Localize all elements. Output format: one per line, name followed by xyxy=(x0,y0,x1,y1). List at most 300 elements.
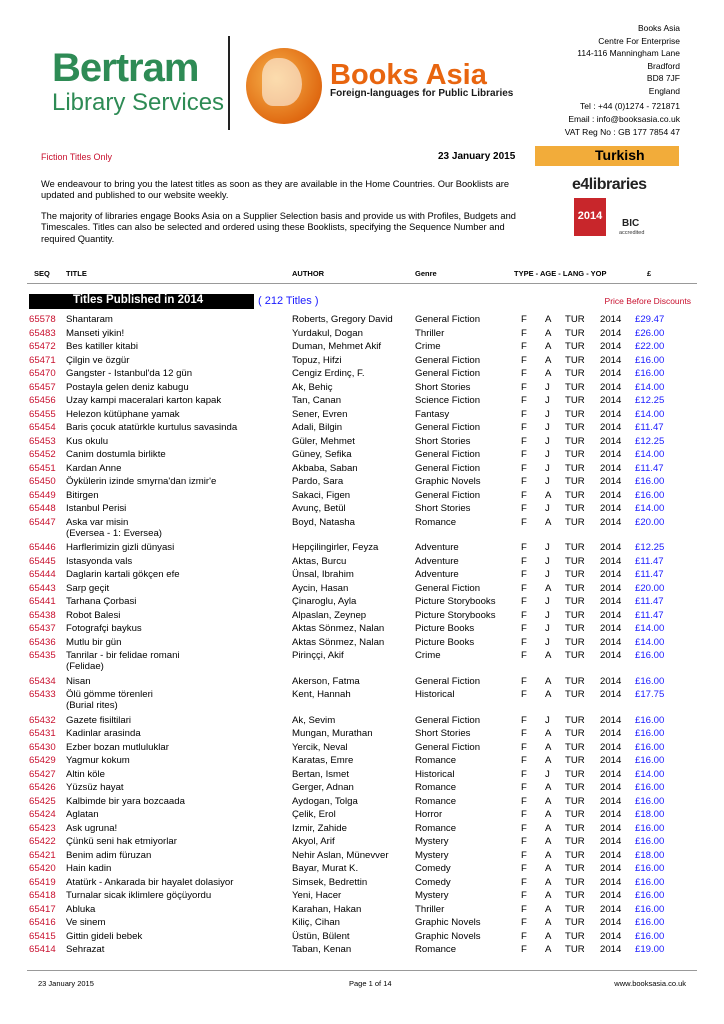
row-price: £29.47 xyxy=(635,314,665,325)
row-age: A xyxy=(545,327,552,339)
footer-date: 23 January 2015 xyxy=(38,979,94,988)
row-price: £16.00 xyxy=(635,876,665,888)
language-banner xyxy=(535,146,679,166)
row-language: TUR xyxy=(565,314,585,325)
row-year: 2014 xyxy=(600,422,622,433)
row-seq: 65423 xyxy=(29,822,56,834)
row-seq: 65452 xyxy=(29,449,56,460)
row-price: £11.47 xyxy=(635,596,664,607)
address-line: 114-116 Manningham Lane xyxy=(577,48,680,58)
row-language: TUR xyxy=(565,489,585,501)
row-type: F xyxy=(521,516,527,528)
row-language: TUR xyxy=(565,516,585,528)
row-language: TUR xyxy=(565,944,585,955)
row-price: £11.47 xyxy=(635,569,664,580)
row-genre: General Fiction xyxy=(415,489,481,501)
row-author: Tan, Canan xyxy=(292,395,342,406)
row-genre: Historical xyxy=(415,689,455,700)
row-price: £16.00 xyxy=(635,822,665,834)
row-type: F xyxy=(521,596,527,607)
row-type: F xyxy=(521,809,527,820)
row-price: £14.00 xyxy=(635,768,665,780)
row-author: Aktas Sönmez, Nalan xyxy=(292,623,385,634)
row-author: Adali, Bilgin xyxy=(292,422,343,433)
row-title: Tanrilar - bir felidae romani xyxy=(66,650,180,661)
row-language: TUR xyxy=(565,476,585,487)
row-genre: Horror xyxy=(415,809,443,820)
row-age: A xyxy=(545,489,552,501)
column-title: TITLE xyxy=(66,269,87,278)
row-age: J xyxy=(545,503,550,514)
row-genre: Romance xyxy=(415,822,457,834)
row-year: 2014 xyxy=(600,327,622,339)
row-seq: 65417 xyxy=(29,903,56,915)
row-author: Aktas, Burcu xyxy=(292,555,347,567)
row-genre: Mystery xyxy=(415,836,449,847)
row-title: Ezber bozan mutluluklar xyxy=(66,741,169,753)
row-seq: 65446 xyxy=(29,542,56,553)
row-seq: 65470 xyxy=(29,368,56,379)
row-year: 2014 xyxy=(600,903,622,915)
row-seq: 65435 xyxy=(29,650,56,661)
row-year: 2014 xyxy=(600,354,622,366)
row-title: Öykülerin izinde smyrna'dan izmir'e xyxy=(66,476,217,487)
row-genre: General Fiction xyxy=(415,714,481,726)
row-title: Ölü gömme törenleri xyxy=(66,689,153,700)
row-age: A xyxy=(545,755,552,766)
header-divider xyxy=(27,283,697,284)
row-title: Bes katiller kitabi xyxy=(66,341,138,352)
row-age: A xyxy=(545,944,552,955)
row-author: Yercik, Neval xyxy=(292,741,348,753)
row-genre: Adventure xyxy=(415,569,459,580)
row-genre: Crime xyxy=(415,341,441,352)
row-price: £16.00 xyxy=(635,354,665,366)
row-type: F xyxy=(521,368,527,379)
row-seq: 65451 xyxy=(29,462,56,474)
row-year: 2014 xyxy=(600,395,622,406)
row-language: TUR xyxy=(565,917,585,928)
row-type: F xyxy=(521,849,527,861)
row-genre: General Fiction xyxy=(415,354,481,366)
row-seq: 65426 xyxy=(29,782,56,793)
row-seq: 65447 xyxy=(29,516,56,528)
row-genre: Short Stories xyxy=(415,728,471,739)
row-type: F xyxy=(521,582,527,594)
row-age: J xyxy=(545,422,550,433)
row-author: Topuz, Hifzi xyxy=(292,354,342,366)
row-author: Çinaroglu, Ayla xyxy=(292,596,357,607)
row-seq: 65438 xyxy=(29,609,56,621)
row-age: A xyxy=(545,917,552,928)
row-author: Bertan, Ismet xyxy=(292,768,350,780)
row-author: Duman, Mehmet Akif xyxy=(292,341,382,352)
row-age: A xyxy=(545,354,552,366)
row-type: F xyxy=(521,822,527,834)
row-year: 2014 xyxy=(600,582,622,594)
row-seq: 65429 xyxy=(29,755,56,766)
row-genre: General Fiction xyxy=(415,449,481,460)
row-year: 2014 xyxy=(600,408,622,420)
year-badge: 2014 xyxy=(574,198,606,236)
row-title: Altin köle xyxy=(66,768,105,780)
booksasia-logo-title: Books Asia xyxy=(330,59,487,91)
row-title: Sehrazat xyxy=(66,944,105,955)
row-age: J xyxy=(545,476,550,487)
company-contact xyxy=(565,100,680,139)
row-age: A xyxy=(545,890,552,901)
row-year: 2014 xyxy=(600,435,622,447)
row-price: £18.00 xyxy=(635,849,665,861)
row-type: F xyxy=(521,341,527,352)
row-age: J xyxy=(545,569,550,580)
row-title: Mutlu bir gün xyxy=(66,636,122,648)
row-language: TUR xyxy=(565,714,585,726)
row-type: F xyxy=(521,903,527,915)
row-genre: General Fiction xyxy=(415,582,481,594)
row-genre: Picture Books xyxy=(415,636,475,648)
row-age: A xyxy=(545,516,552,528)
bertram-logo xyxy=(52,48,224,116)
row-title: Robot Balesi xyxy=(66,609,121,621)
row-language: TUR xyxy=(565,341,585,352)
row-title: Atatürk - Ankarada bir hayalet dolasiyor xyxy=(66,876,234,888)
row-age: A xyxy=(545,876,552,888)
row-seq: 65455 xyxy=(29,408,56,420)
row-author: Izmir, Zahide xyxy=(292,822,347,834)
row-title: Istanbul Perisi xyxy=(66,503,127,514)
row-type: F xyxy=(521,408,527,420)
row-genre: Romance xyxy=(415,795,457,807)
address-line: England xyxy=(648,85,680,96)
row-seq: 65456 xyxy=(29,395,56,406)
row-price: £16.00 xyxy=(635,890,665,901)
row-title: Turnalar sicak iklimlere göçüyordu xyxy=(66,890,212,901)
row-genre: General Fiction xyxy=(415,462,481,474)
row-genre: Short Stories xyxy=(415,435,471,447)
row-title: Çilgin ve özgür xyxy=(66,354,130,366)
row-age: J xyxy=(545,596,550,607)
row-author: Akerson, Fatma xyxy=(292,675,360,687)
row-series: (Felidae) xyxy=(66,661,104,672)
row-year: 2014 xyxy=(600,516,622,528)
row-seq: 65444 xyxy=(29,569,56,580)
row-genre: Mystery xyxy=(415,849,449,861)
footer-website[interactable]: www.booksasia.co.uk xyxy=(614,979,686,988)
column-price: £ xyxy=(647,269,652,278)
row-price: £26.00 xyxy=(635,327,665,339)
row-price: £16.00 xyxy=(635,489,665,501)
row-title: Istasyonda vals xyxy=(66,555,133,567)
row-age: A xyxy=(545,368,552,379)
row-author: Cengiz Erdinç, F. xyxy=(292,368,365,379)
row-year: 2014 xyxy=(600,503,622,514)
row-title: Kadinlar arasinda xyxy=(66,728,141,739)
row-language: TUR xyxy=(565,555,585,567)
row-genre: Graphic Novels xyxy=(415,930,481,942)
row-type: F xyxy=(521,503,527,514)
row-language: TUR xyxy=(565,636,585,648)
row-type: F xyxy=(521,768,527,780)
address-line: BD8 7JF xyxy=(646,73,680,83)
row-price: £16.00 xyxy=(635,675,665,687)
row-language: TUR xyxy=(565,903,585,915)
row-price: £16.00 xyxy=(635,836,665,847)
row-age: A xyxy=(545,675,552,687)
row-year: 2014 xyxy=(600,930,622,942)
row-age: A xyxy=(545,582,552,594)
row-author: Yeni, Hacer xyxy=(292,890,342,901)
bertram-logo-line2: Library Services xyxy=(52,89,225,116)
row-seq: 65431 xyxy=(29,728,56,739)
fiction-label: Fiction Titles Only xyxy=(41,152,113,162)
row-seq: 65449 xyxy=(29,489,56,501)
row-price: £16.00 xyxy=(635,650,665,661)
row-language: TUR xyxy=(565,890,585,901)
row-type: F xyxy=(521,689,527,700)
row-price: £14.00 xyxy=(635,636,665,648)
row-author: Kiliç, Cihan xyxy=(292,917,340,928)
row-author: Karahan, Hakan xyxy=(292,903,362,915)
row-age: J xyxy=(545,623,550,634)
row-year: 2014 xyxy=(600,714,622,726)
row-genre: Picture Storybooks xyxy=(415,596,496,607)
row-title: Abluka xyxy=(66,903,96,915)
row-price: £11.47 xyxy=(635,422,664,433)
row-age: J xyxy=(545,636,550,648)
row-year: 2014 xyxy=(600,728,622,739)
row-author: Sakaci, Figen xyxy=(292,489,351,501)
row-age: A xyxy=(545,822,552,834)
row-genre: Historical xyxy=(415,768,455,780)
row-seq: 65472 xyxy=(29,341,56,352)
row-age: A xyxy=(545,795,552,807)
row-price: £14.00 xyxy=(635,408,665,420)
row-year: 2014 xyxy=(600,768,622,780)
row-author: Aydogan, Tolga xyxy=(292,795,358,807)
row-title: Aglatan xyxy=(66,809,99,820)
row-price: £16.00 xyxy=(635,741,665,753)
row-type: F xyxy=(521,755,527,766)
column-type-age-lang-yop: TYPE - AGE - LANG - YOP xyxy=(514,269,607,278)
price-note: Price Before Discounts xyxy=(604,296,691,306)
row-price: £16.00 xyxy=(635,714,665,726)
row-language: TUR xyxy=(565,381,585,393)
row-price: £18.00 xyxy=(635,809,665,820)
row-author: Akyol, Arif xyxy=(292,836,335,847)
row-year: 2014 xyxy=(600,609,622,621)
row-year: 2014 xyxy=(600,809,622,820)
row-year: 2014 xyxy=(600,741,622,753)
row-seq: 65420 xyxy=(29,863,56,874)
row-year: 2014 xyxy=(600,944,622,955)
row-series: (Eversea - 1: Eversea) xyxy=(66,527,162,539)
row-language: TUR xyxy=(565,435,585,447)
row-language: TUR xyxy=(565,462,585,474)
row-age: A xyxy=(545,314,552,325)
section-banner xyxy=(29,294,254,309)
list-date: 23 January 2015 xyxy=(438,151,516,162)
row-year: 2014 xyxy=(600,449,622,460)
row-age: A xyxy=(545,728,552,739)
row-year: 2014 xyxy=(600,542,622,553)
row-age: A xyxy=(545,782,552,793)
row-age: J xyxy=(545,462,550,474)
bertram-logo-line1: Bertram xyxy=(52,46,199,90)
row-type: F xyxy=(521,714,527,726)
row-seq: 65445 xyxy=(29,555,56,567)
title-count: ( 212 Titles ) xyxy=(258,295,319,307)
row-age: A xyxy=(545,903,552,915)
row-year: 2014 xyxy=(600,368,622,379)
row-price: £16.00 xyxy=(635,917,665,928)
row-type: F xyxy=(521,327,527,339)
row-author: Simsek, Bedrettin xyxy=(292,876,368,888)
row-age: J xyxy=(545,435,550,447)
row-author: Ak, Sevim xyxy=(292,714,336,726)
row-language: TUR xyxy=(565,395,585,406)
address-line: Bradford xyxy=(647,60,680,71)
row-type: F xyxy=(521,728,527,739)
row-language: TUR xyxy=(565,503,585,514)
row-genre: Adventure xyxy=(415,542,459,553)
row-price: £16.00 xyxy=(635,863,665,874)
row-type: F xyxy=(521,314,527,325)
row-title: Tarhana Çorbasi xyxy=(66,596,137,607)
row-language: TUR xyxy=(565,675,585,687)
row-title: Benim adim füruzan xyxy=(66,849,152,861)
row-series: (Burial rites) xyxy=(66,700,118,711)
row-title: Nisan xyxy=(66,675,91,687)
row-type: F xyxy=(521,395,527,406)
row-genre: Picture Books xyxy=(415,623,475,634)
row-title: Harflerimizin gizli dünyasi xyxy=(66,542,175,553)
row-genre: Comedy xyxy=(415,863,451,874)
row-price: £16.00 xyxy=(635,476,665,487)
row-price: £19.00 xyxy=(635,944,665,955)
row-type: F xyxy=(521,944,527,955)
row-type: F xyxy=(521,650,527,661)
row-title: Gazete fisiltilari xyxy=(66,714,132,726)
logo-divider xyxy=(228,36,230,130)
row-language: TUR xyxy=(565,741,585,753)
row-type: F xyxy=(521,890,527,901)
row-type: F xyxy=(521,489,527,501)
row-language: TUR xyxy=(565,755,585,766)
row-age: J xyxy=(545,449,550,460)
row-age: J xyxy=(545,395,550,406)
row-type: F xyxy=(521,542,527,553)
row-age: J xyxy=(545,768,550,780)
row-year: 2014 xyxy=(600,476,622,487)
row-age: A xyxy=(545,930,552,942)
row-author: Yurdakul, Dogan xyxy=(292,327,363,339)
row-language: TUR xyxy=(565,809,585,820)
row-price: £11.47 xyxy=(635,609,664,621)
row-title: Sarp geçit xyxy=(66,582,110,594)
row-genre: Mystery xyxy=(415,890,449,901)
row-language: TUR xyxy=(565,609,585,621)
globe-land-shape xyxy=(262,58,302,106)
booksasia-logo-tagline: Foreign-languages for Public Libraries xyxy=(330,88,514,99)
row-title: Shantaram xyxy=(66,314,113,325)
row-author: Alpaslan, Zeynep xyxy=(292,609,367,621)
row-type: F xyxy=(521,876,527,888)
email[interactable]: Email : info@booksasia.co.uk xyxy=(568,114,680,124)
row-type: F xyxy=(521,462,527,474)
intro-text xyxy=(41,179,541,254)
row-price: £22.00 xyxy=(635,341,665,352)
row-language: TUR xyxy=(565,836,585,847)
telephone: Tel : +44 (0)1274 - 721871 xyxy=(580,101,680,111)
row-year: 2014 xyxy=(600,596,622,607)
row-genre: Short Stories xyxy=(415,503,471,514)
row-age: A xyxy=(545,809,552,820)
row-age: J xyxy=(545,714,550,726)
row-year: 2014 xyxy=(600,689,622,700)
row-language: TUR xyxy=(565,408,585,420)
row-language: TUR xyxy=(565,596,585,607)
row-type: F xyxy=(521,555,527,567)
row-year: 2014 xyxy=(600,795,622,807)
row-age: J xyxy=(545,381,550,393)
row-type: F xyxy=(521,569,527,580)
row-age: A xyxy=(545,341,552,352)
row-language: TUR xyxy=(565,930,585,942)
row-price: £14.00 xyxy=(635,449,665,460)
row-seq: 65425 xyxy=(29,795,56,807)
row-author: Avunç, Betül xyxy=(292,503,346,514)
vat-number: VAT Reg No : GB 177 7854 47 xyxy=(564,127,680,137)
row-author: Üstün, Bülent xyxy=(292,930,350,942)
row-title: Ve sinem xyxy=(66,917,106,928)
column-seq: SEQ xyxy=(34,269,50,278)
row-age: A xyxy=(545,849,552,861)
row-type: F xyxy=(521,675,527,687)
row-type: F xyxy=(521,623,527,634)
row-title: Aska var misin xyxy=(66,516,129,528)
e4libraries-logo: e4libraries xyxy=(572,176,647,193)
row-genre: Adventure xyxy=(415,555,459,567)
row-language: TUR xyxy=(565,449,585,460)
row-age: A xyxy=(545,863,552,874)
row-title: Çünkü seni hak etmiyorlar xyxy=(66,836,177,847)
row-type: F xyxy=(521,782,527,793)
row-type: F xyxy=(521,917,527,928)
row-title: Daglarin kartali gökçen efe xyxy=(66,569,180,580)
row-seq: 65578 xyxy=(29,314,56,325)
row-year: 2014 xyxy=(600,650,622,661)
row-year: 2014 xyxy=(600,381,622,393)
row-price: £12.25 xyxy=(635,542,665,553)
row-genre: Crime xyxy=(415,650,441,661)
row-seq: 65418 xyxy=(29,890,56,901)
row-title: Uzay kampi maceralari karton kapak xyxy=(66,395,222,406)
footer-divider xyxy=(27,970,697,971)
row-price: £14.00 xyxy=(635,503,665,514)
row-seq: 65436 xyxy=(29,636,56,648)
row-price: £14.00 xyxy=(635,623,665,634)
row-year: 2014 xyxy=(600,462,622,474)
row-genre: Thriller xyxy=(415,903,445,915)
row-genre: General Fiction xyxy=(415,675,481,687)
row-genre: Romance xyxy=(415,516,457,528)
row-title: Kalbimde bir yara bozcaada xyxy=(66,795,185,807)
row-language: TUR xyxy=(565,863,585,874)
row-year: 2014 xyxy=(600,917,622,928)
row-language: TUR xyxy=(565,876,585,888)
row-language: TUR xyxy=(565,795,585,807)
